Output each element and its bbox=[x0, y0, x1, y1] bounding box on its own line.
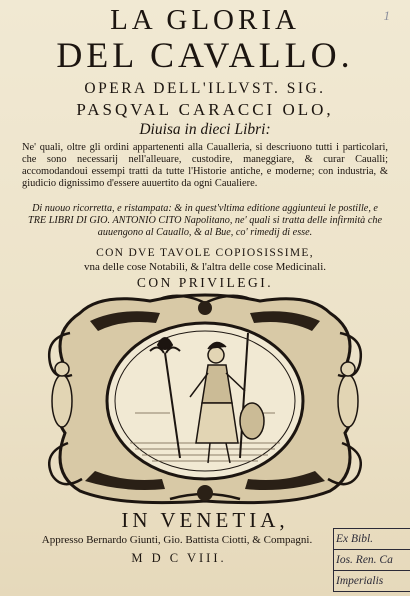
subtitle-line: OPERA DELL'ILLVST. SIG. bbox=[84, 80, 326, 97]
title-line-2: DEL CAVALLO. bbox=[56, 35, 354, 75]
stamp-line-1: Ex Bibl. bbox=[333, 528, 410, 549]
stamp-line-3: Imperialis bbox=[333, 570, 410, 592]
title-line-1: LA GLORIA bbox=[110, 4, 300, 36]
pencil-folio-mark: 1 bbox=[383, 8, 390, 23]
imprint-city: IN VENETIA, bbox=[121, 508, 289, 532]
tables-line: CON DVE TAVOLE COPIOSISSIME, bbox=[96, 247, 314, 259]
tables-detail-line: vna delle cose Notabili, & l'altra delle cose Medicinali. bbox=[83, 261, 327, 273]
division-line: Diuisa in dieci Libri: bbox=[139, 121, 271, 138]
author-line: PASQVAL CARACCI OLO, bbox=[76, 100, 334, 119]
description-paragraph: Ne' quali, oltre gli ordini appartenenti alla Caualleria, si descriuono tutti i particolari, che sono necessarij nell'alleuare, custodire, maneggiare, & curar Caualli; accomodandoui essempi tratti da tutte l'Historie antiche, e moderne; con industria, & giudicio dignissimo d'essere auuertito da ogni Caualiere. bbox=[22, 142, 388, 190]
library-ownership-stamp bbox=[333, 528, 410, 592]
privilege-line: CON PRIVILEGI. bbox=[136, 275, 274, 290]
edition-note: Di nuouo ricorretta, e ristampata: & in quest'vltima editione aggiunteui le postille, e TRE LIBRI DI GIO. ANTONIO CITO Napolitano, ne' quali si tratta delle infirmità che auuengono al Cauallo, & al Bue, co' rimedij di esse. bbox=[28, 203, 382, 238]
imprint-year: M D C VIII. bbox=[131, 551, 227, 565]
imprint-printers: Appresso Bernardo Giunti, Gio. Battista Ciotti, & Compagni. bbox=[41, 534, 313, 546]
printers-device-emblem bbox=[40, 293, 370, 508]
stamp-line-2: Ios. Ren. Ca bbox=[333, 549, 410, 570]
